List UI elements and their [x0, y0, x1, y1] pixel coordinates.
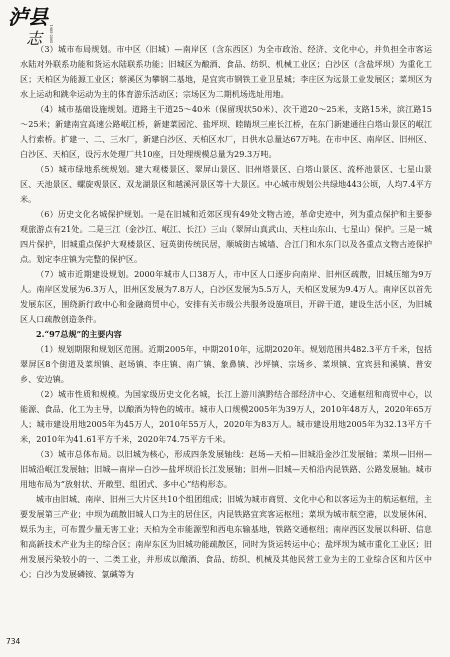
page-body: [20, 42, 432, 582]
paragraph-overall-layout: （3）城市总体布局。以旧城为核心，形成四条发展轴线：赵场—天柏—旧城沿金沙江发展轴；菜坝—旧州—旧城沿岷江发展轴；旧城—南岸—白沙—盐坪坝沿长江发展轴；旧州—旧城—天柏沿内昆铁路、公路发展轴。城市用地布局为“放射状、开敞型、组团式、多中心”结构形态。: [20, 449, 432, 489]
paragraph-plan-scope: （1）规划期限和规划区范围。近期2005年，中期2010年，远期2020年。规划范围共482.3平方千米，包括翠屏区8个街道及菜坝镇、赵场镇、李庄镇、南广镇、象鼻镇、沙坪镇、宗场乡、菜坝镇、宜宾县和溪镇、普安乡、安边镇。: [20, 344, 432, 384]
paragraph-green-space: （5）城市绿地系统规划。建大观楼景区、翠屏山景区、旧州塔景区、白塔山景区、流杯池景区、七星山景区、天池景区、螺旋观景区、双龙湖景区和越溪河景区等十大景区。中心城市规划公共绿地443公顷，人均7.4平方米。: [20, 164, 432, 204]
page-number: 734: [6, 637, 21, 646]
logo-sub-text: 志: [26, 29, 43, 48]
paragraph-historic-protection: （6）历史文化名城保护规划。一是在旧城和近郊区现有49处文物古迹，革命史迹中，列为重点保护和主要参观旅游点有21处。二是三江（金沙江、岷江、长江）三山（翠屏山真武山、天柱山东山、七星山）保护。三是一城四片保护，旧城重点保护大观楼景区、冠英街传统民居，顺城街古城墙、合江门和水东门以及各重点文物古迹保护点。划定李庄镇为完整的保护区。: [20, 209, 432, 264]
section-heading-97-plan: 2.“97总规”的主要内容: [36, 329, 122, 339]
logo-year-text: 1985-2005: [49, 24, 53, 44]
paragraph-city-nature-scale: （2）城市性质和规模。为国家级历史文化名城，长江上游川滇黔结合部经济中心、交通枢纽和商贸中心，以能源、食品、化工为主导，以酿酒为特色的城市。城市人口规模2005年为39万人，2010年48万人，2020年65万人；城市建设用地2005年为45万人，2010年55万人，2020年为83万人。城市建设用地2005年为32.13平方千米，2010年为41.61平方千米，2020年74.75平方千米。: [20, 389, 432, 444]
paragraph-district-groups: 城市由旧城、南岸、旧州三大片区共10个组团组成；旧城为城市商贸、文化中心和以客运为主的航运枢纽，主要发展第三产业；中坝为疏散旧城人口为主的居住区，内昆铁路宜宾客运枢纽；菜坝为城市航空港，以发展休闲、娱乐为主，可布置少量无害工业；天柏为全市能源型和西电东输基地，铁路交通枢纽；南岸西区发展以科研、信息和高新技术产业为主的综合区；南岸东区为旧城功能疏散区，同时为货运转运中心；盐坪坝为城市重化工业区；旧州发展污染较小的一、二类工业，并形成以酿酒、食品、纺织、机械及其他民营工业为主的工业综合区和片区中心；白沙为发展磷铵、氯碱等为: [20, 494, 432, 579]
logo-main-text: 泸县: [8, 5, 48, 29]
paragraph-infrastructure: （4）城市基础设施规划。道路主干道25～40米（保留现状50米）、次干道20～25米，支路15米，滨江路15～25米；新建南宜高速公路岷江桥，新建菜园沱、盐坪坝、睦睛坝三座长江桥，在东门新建通往白塔山景区的岷江人行索桥。扩建一、二、三水厂，新建白沙区、天柏区水厂，日供水总量达67万吨。在市中区、南岸区、旧州区、白沙区、天柏区，设污水处理厂共10座，日处理规模总量为29.3万吨。: [20, 104, 432, 159]
paragraph-near-term-plan: （7）城市近期建设规划。2000年城市人口38万人，市中区人口逐步向南岸、旧州区疏散，旧城压缩为9万人。南岸区发展为6.3万人，旧州区发展为7.8万人，白沙区发展为5.5万人，天柏区发展为9.4万人。南岸区以首先发展东区，围绕新行政中心和金融商贸中心，安排有关市级公共服务设施项目，开辟干道，建设生活小区，为旧城区人口疏散创造条件。: [20, 269, 432, 324]
paragraph-city-layout: （3）城市布局规划。市中区（旧城）—南岸区（含东西区）为全市政治、经济、文化中心，并负担全市客运水陆对外联系功能和货运水陆联系功能；旧城区为酿酒、食品、纺织、机械工业区；白沙区（含盐坪坝）为重化工区；天柏区为能源工业区；蔡溪区为攀钢二基地，是宜宾市钢铁工业卫星城；李庄区为远景工业发展区；菜坝区为水上运动和跳伞运动为主的体育游乐活动区；宗场区为二期机场选址用地。: [20, 44, 432, 99]
